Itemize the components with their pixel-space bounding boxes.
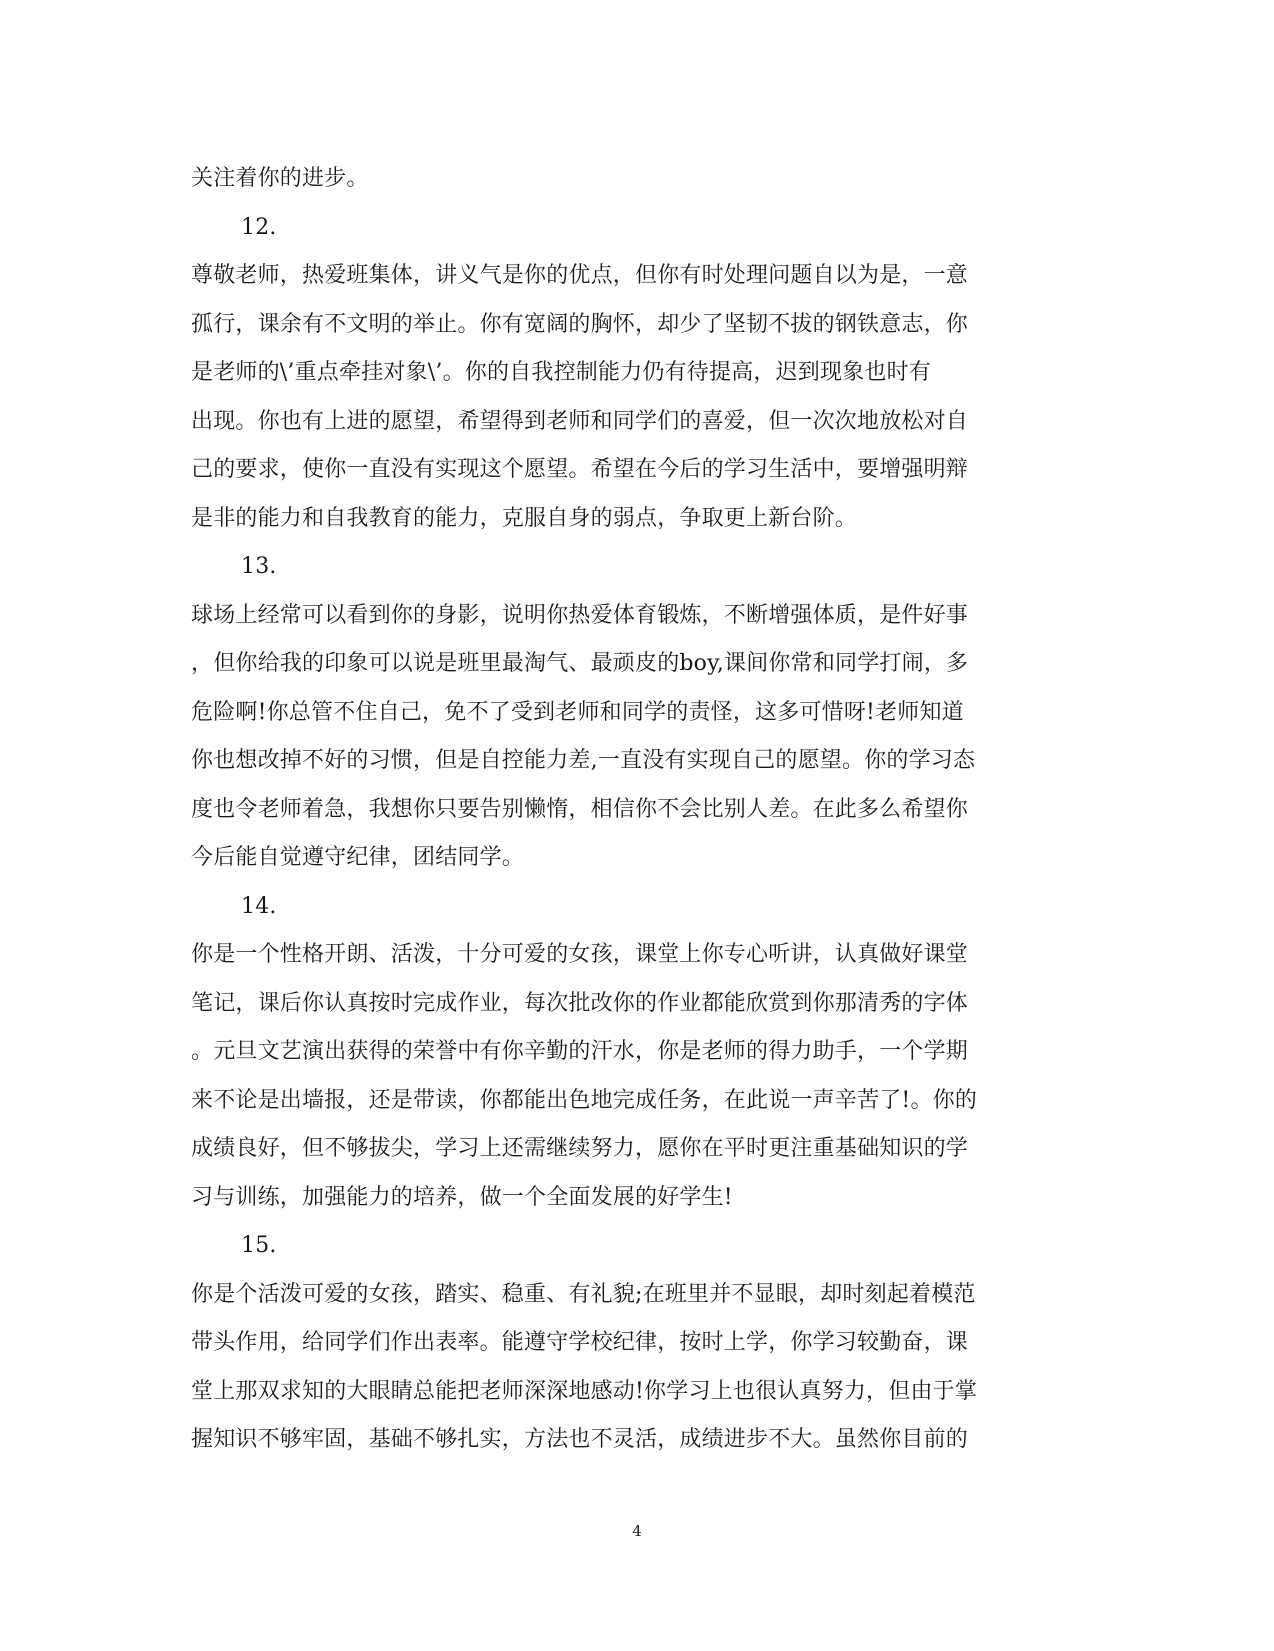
text-line: 是老师的\’重点牵挂对象\’。你的自我控制能力仍有待提高，迟到现象也时有	[191, 360, 932, 385]
text-line: 堂上那双求知的大眼睛总能把老师深深地感动!你学习上也很认真努力，但由于掌	[191, 1378, 978, 1404]
document-body	[191, 155, 1081, 1465]
text-line: 危险啊!你总管不住自己，免不了受到老师和同学的责怪，这多可惜呀!老师知道	[191, 699, 964, 725]
text-line: 你也想改掉不好的习惯，但是自控能力差,一直没有实现自己的愿望。你的学习态	[191, 748, 976, 773]
text-line: 己的要求，使你一直没有实现这个愿望。希望在今后的学习生活中，要增强明辩	[191, 457, 969, 482]
text-line: 笔记，课后你认真按时完成作业，每次批改你的作业都能欣赏到你那清秀的字体	[191, 990, 969, 1016]
text-line: 今后能自觉遵守纪律，团结同学。	[191, 845, 525, 870]
text-line: 带头作用，给同学们作出表率。能遵守学校纪律，按时上学，你学习较勤奋，课	[191, 1330, 969, 1355]
text-line: 你是个活泼可爱的女孩，踏实、稳重、有礼貌;在班里并不显眼，却时刻起着模范	[191, 1281, 976, 1307]
text-line: 出现。你也有上进的愿望，希望得到老师和同学们的喜爱，但一次次地放松对自	[191, 408, 969, 434]
text-line: ，但你给我的印象可以说是班里最淘气、最顽皮的boy,课间你常和同学打闹，多	[191, 651, 969, 676]
text-line: 你是一个性格开朗、活泼，十分可爱的女孩，课堂上你专心听讲，认真做好课堂	[191, 942, 969, 967]
text-line: 握知识不够牢固，基础不够扎实，方法也不灵活，成绩进步不大。虽然你目前的	[191, 1427, 969, 1452]
item-number: 13.	[241, 554, 277, 579]
item-number: 14.	[241, 893, 277, 919]
text-line: 习与训练，加强能力的培养，做一个全面发展的好学生!	[191, 1184, 733, 1210]
text-line: 成绩良好，但不够拔尖，学习上还需继续努力，愿你在平时更注重基础知识的学	[191, 1136, 969, 1161]
text-line: 度也令老师着急，我想你只要告别懒惰，相信你不会比别人差。在此多么希望你	[191, 796, 969, 822]
page-number: 4	[632, 1522, 642, 1540]
text-line: 来不论是出墙报，还是带读，你都能出色地完成任务，在此说一声辛苦了!。你的	[191, 1087, 978, 1113]
text-line: 。元旦文艺演出获得的荣誉中有你辛勤的汗水，你是老师的得力助手，一个学期	[191, 1039, 969, 1064]
text-line: 关注着你的进步。	[191, 166, 369, 191]
text-line: 尊敬老师，热爱班集体，讲义气是你的优点，但你有时处理问题自以为是，一意	[191, 263, 969, 288]
item-number: 12.	[241, 214, 277, 240]
text-line: 孤行，课余有不文明的举止。你有宽阔的胸怀，却少了坚韧不拔的钢铁意志，你	[191, 311, 969, 337]
item-number: 15.	[241, 1233, 277, 1258]
text-line: 是非的能力和自我教育的能力，克服自身的弱点，争取更上新台阶。	[191, 505, 858, 531]
text-line: 球场上经常可以看到你的身影，说明你热爱体育锻炼，不断增强体质，是件好事	[191, 602, 969, 628]
